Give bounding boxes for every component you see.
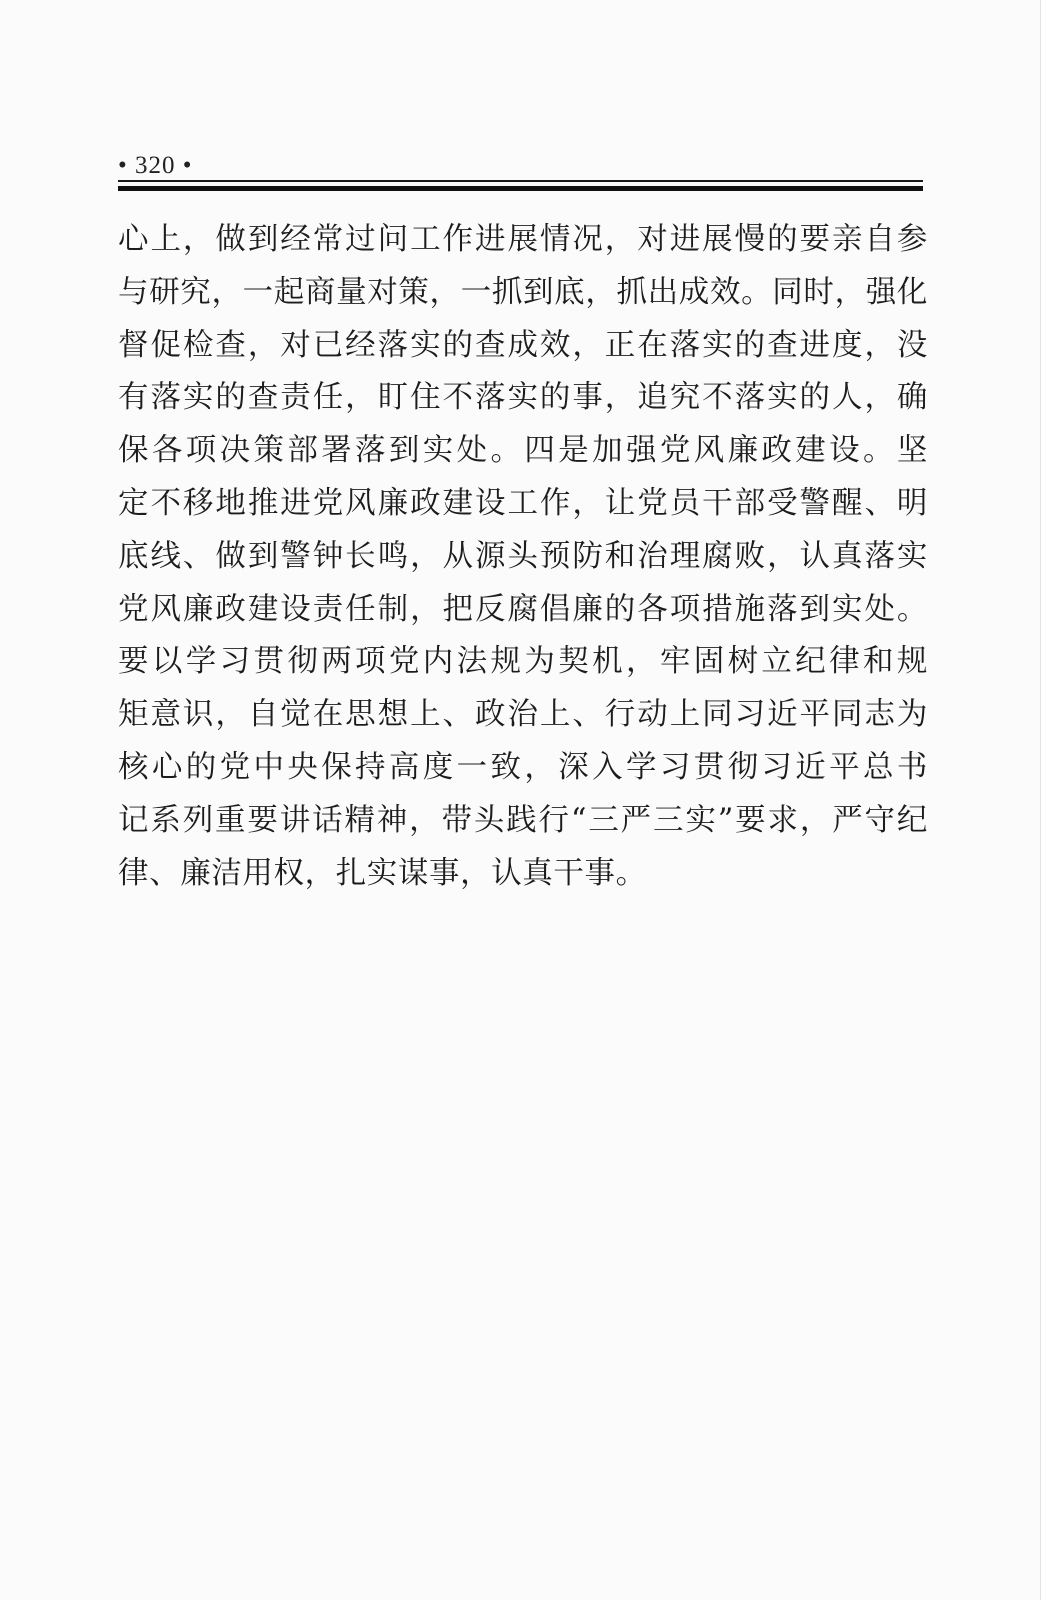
body-paragraph (118, 214, 928, 900)
text-line: 定不移地推进党风廉政建设工作，让党员干部受警醒、明 (118, 485, 928, 521)
page-header (118, 148, 923, 198)
text-line: 要以学习贯彻两项党内法规为契机，牢固树立纪律和规 (118, 644, 928, 680)
text-line: 保各项决策部署落到实处。四是加强党风廉政建设。坚 (118, 433, 928, 469)
header-rule-thin (118, 180, 923, 182)
text-line: 核心的党中央保持高度一致，深入学习贯彻习近平总书 (118, 749, 928, 785)
header-rule-thick (118, 186, 923, 191)
text-line: 矩意识，自觉在思想上、政治上、行动上同习近平同志为 (118, 697, 928, 733)
text-line: 记系列重要讲话精神，带头践行“三严三实”要求，严守纪 (118, 802, 928, 838)
text-line-last: 律、廉洁用权，扎实谋事，认真干事。 (118, 855, 647, 891)
text-line: 心上，做到经常过问工作进展情况，对进展慢的要亲自参 (118, 222, 928, 257)
page-edge (1040, 0, 1061, 1600)
text-line: 有落实的查责任，盯住不落实的事，追究不落实的人，确 (118, 380, 928, 416)
text-line: 底线、做到警钟长鸣，从源头预防和治理腐败，认真落实 (118, 538, 928, 574)
text-line: 与研究，一起商量对策，一抓到底，抓出成效。同时，强化 (118, 274, 928, 310)
text-line: 督促检查，对已经落实的查成效，正在落实的查进度，没 (118, 327, 928, 363)
page-number: • 320 • (118, 152, 193, 179)
text-line: 党风廉政建设责任制，把反腐倡廉的各项措施落到实处。 (118, 591, 928, 627)
